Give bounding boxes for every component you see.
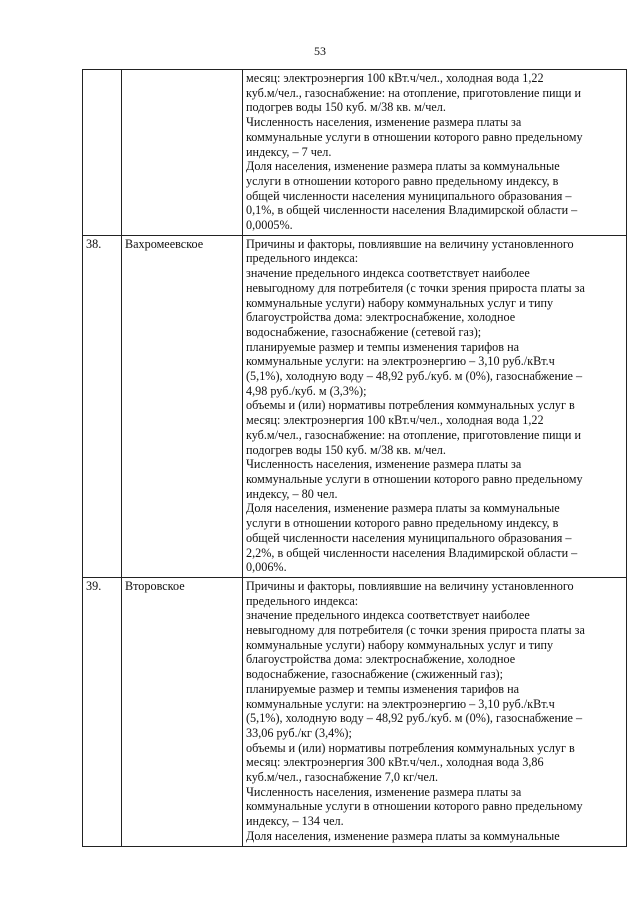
table-row [83, 235, 627, 577]
description-line: планируемые размер и темпы изменения тарифов на [246, 339, 520, 354]
description-line: коммунальные услуги: на электроэнергию – 3,10 руб./кВт.ч [246, 354, 555, 369]
description-line: (5,1%), холодную воду – 48,92 руб./куб. м (0%), газоснабжение – [246, 369, 583, 384]
description-line: коммунальные услуги в отношении которого равно предельному [246, 129, 583, 144]
description-line: значение предельного индекса соответствует наиболее [246, 266, 530, 281]
description-line: месяц: электроэнергия 100 кВт.ч/чел., холодная вода 1,22 [246, 71, 544, 85]
municipality-name-cell [122, 70, 243, 236]
table-row [83, 70, 627, 236]
description-line: Доля населения, изменение размера платы за коммунальные [246, 159, 560, 174]
description-line: благоустройства дома: электроснабжение, холодное [246, 310, 516, 325]
table-row [83, 577, 627, 846]
index-table [82, 69, 627, 847]
description-line: коммунальные услуги в отношении которого равно предельному [246, 799, 583, 814]
description-line: Причины и факторы, повлиявшие на величину установленного [246, 578, 574, 593]
description-line: подогрев воды 150 куб. м/38 кв. м/чел. [246, 100, 446, 115]
description-line: (5,1%), холодную воду – 48,92 руб./куб. м (0%), газоснабжение – [246, 711, 583, 726]
description-line: объемы и (или) нормативы потребления коммунальных услуг в [246, 740, 575, 755]
description-line: предельного индекса: [246, 251, 359, 266]
description-line: коммунальные услуги) набору коммунальных услуг и типу [246, 637, 554, 652]
description-line: Численность населения, изменение размера платы за [246, 457, 522, 472]
municipality-name-cell: Второвское [122, 577, 243, 846]
row-number-cell [83, 70, 122, 236]
description-line: 0,0005%. [246, 218, 293, 233]
row-number-cell: 38. [83, 235, 122, 577]
description-line: месяц: электроэнергия 300 кВт.ч/чел., холодная вода 3,86 [246, 755, 544, 770]
municipality-name-cell: Вахромеевское [122, 235, 243, 577]
description-line: Доля населения, изменение размера платы за коммунальные [246, 501, 560, 516]
description-line: благоустройства дома: электроснабжение, холодное [246, 652, 516, 667]
description-line: коммунальные услуги) набору коммунальных услуг и типу [246, 295, 554, 310]
description-line: месяц: электроэнергия 100 кВт.ч/чел., холодная вода 1,22 [246, 413, 544, 428]
description-line: 0,1%, в общей численности населения Владимирской области – [246, 203, 578, 218]
description-line: услуги в отношении которого равно предельному индексу, в [246, 516, 559, 531]
description-line: куб.м/чел., газоснабжение 7,0 кг/чел. [246, 770, 439, 785]
description-line: Численность населения, изменение размера платы за [246, 115, 522, 130]
description-line: подогрев воды 150 куб. м/38 кв. м/чел. [246, 442, 446, 457]
description-line: предельного индекса: [246, 593, 359, 608]
description-line: объемы и (или) нормативы потребления коммунальных услуг в [246, 398, 575, 413]
table-body [83, 70, 627, 847]
description-line: водоснабжение, газоснабжение (сжиженный газ); [246, 667, 503, 682]
description-line: невыгодному для потребителя (с точки зрения прироста платы за [246, 280, 585, 295]
description-cell [243, 235, 627, 577]
description-cell [243, 70, 627, 236]
description-line: Причины и факторы, повлиявшие на величину установленного [246, 236, 574, 251]
page-number: 53 [314, 44, 326, 58]
description-line: коммунальные услуги в отношении которого равно предельному [246, 471, 583, 486]
description-line: общей численности населения муниципального образования – [246, 188, 572, 203]
description-line: Численность населения, изменение размера платы за [246, 784, 522, 799]
description-line: планируемые размер и темпы изменения тарифов на [246, 681, 520, 696]
description-line: невыгодному для потребителя (с точки зрения прироста платы за [246, 623, 585, 638]
description-line: 2,2%, в общей численности населения Владимирской области – [246, 545, 578, 560]
description-line: Доля населения, изменение размера платы за коммунальные [246, 828, 560, 843]
description-line: куб.м/чел., газоснабжение: на отопление, приготовление пищи и [246, 427, 581, 442]
description-line: индексу, – 7 чел. [246, 144, 332, 159]
description-line: 33,06 руб./кг (3,4%); [246, 725, 352, 740]
description-line: услуги в отношении которого равно предельному индексу, в [246, 173, 559, 188]
description-line: коммунальные услуги: на электроэнергию – 3,10 руб./кВт.ч [246, 696, 555, 711]
description-line: 4,98 руб./куб. м (3,3%); [246, 383, 367, 398]
description-line: общей численности населения муниципального образования – [246, 530, 572, 545]
description-line: значение предельного индекса соответствует наиболее [246, 608, 530, 623]
description-line: 0,006%. [246, 560, 287, 575]
description-line: куб.м/чел., газоснабжение: на отопление, приготовление пищи и [246, 85, 581, 100]
description-line: индексу, – 134 чел. [246, 814, 344, 829]
description-line: водоснабжение, газоснабжение (сетевой газ); [246, 324, 482, 339]
row-number-cell: 39. [83, 577, 122, 846]
description-cell [243, 577, 627, 846]
description-line: индексу, – 80 чел. [246, 486, 338, 501]
